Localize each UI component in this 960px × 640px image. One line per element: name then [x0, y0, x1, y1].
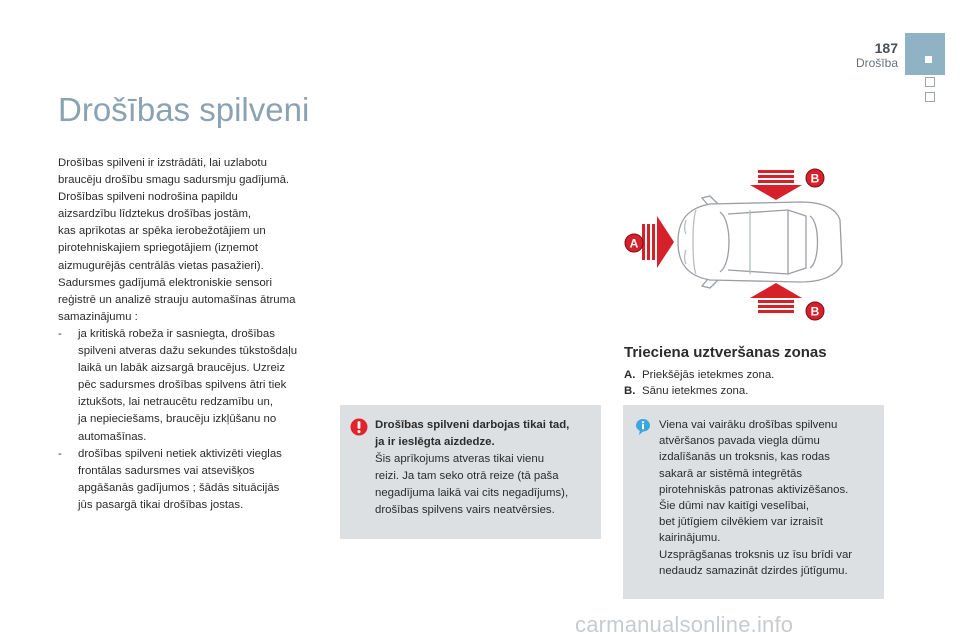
- intro-line: Drošības spilveni ir izstrādāti, lai uzlabotu: [58, 157, 267, 169]
- info-line: kairinājumu.: [659, 532, 721, 545]
- bullet-line: ja kritiskā robeža ir sasniegta, drošības: [78, 327, 275, 340]
- warning-line: negadījuma laikā vai cits negadījums),: [375, 487, 569, 499]
- front-impact-arrows: [642, 216, 674, 268]
- section-tab-empty-2: [925, 92, 935, 102]
- info-icon: [635, 418, 651, 436]
- bullet-line: automašīnas.: [78, 430, 147, 443]
- bullet-line: pēc sadursmes drošības spilvens ātri tiek: [78, 379, 287, 392]
- intro-line: Drošības spilveni nodrošina papildu: [58, 191, 238, 204]
- info-line: Uzsprāgšanas troksnis uz īsu brīdi var: [659, 548, 853, 561]
- intro-paragraph: [58, 155, 328, 326]
- bullet-text: [78, 446, 328, 514]
- warning-line: drošības spilvens vairs neatvērsies.: [375, 504, 555, 516]
- intro-line: pirotehniskajiem spriegotājiem (izņemot: [58, 242, 259, 255]
- info-line: atvēršanos pavada viegla dūmu: [659, 435, 820, 448]
- warning-line: reizi. Ja tam seko otrā reize (tā paša: [375, 470, 559, 482]
- tab-marker-icon: [925, 56, 932, 63]
- intro-line: braucēju drošību smagu sadursmju gadījumā.: [58, 174, 290, 187]
- section-tab-active: [905, 33, 945, 75]
- intro-line: samazinājumu :: [58, 310, 138, 323]
- intro-line: Sadursmes gadījumā elektroniskie sensori: [58, 276, 272, 289]
- info-line: Šie dūmi nav kaitīgi veselībai,: [659, 500, 810, 513]
- info-line: nedaudz samazināt dzirdes jūtīgumu.: [659, 564, 848, 577]
- impact-zones-figure: [600, 150, 860, 330]
- label-a: A: [629, 236, 639, 251]
- info-line: pirotehniskās patronas aktivizēšanos.: [659, 483, 849, 496]
- item-key: A.: [624, 369, 636, 381]
- info-text: [659, 417, 881, 579]
- label-b-bottom-badge: [806, 302, 824, 320]
- label-b-top-badge: [806, 169, 824, 187]
- intro-line: aizmugurējās centrālās vietas pasažieri).: [58, 259, 264, 272]
- label-a-badge: [625, 234, 643, 252]
- bullet-line: drošības spilveni netiek aktivizēti vieglas: [78, 447, 282, 460]
- side-impact-arrows-top: [750, 170, 802, 200]
- car-top-view-icon: [678, 196, 842, 288]
- info-line: sakarā ar sistēmā integrētās: [659, 467, 803, 480]
- intro-line: aizsardzību līdztekus drošības jostām,: [58, 208, 252, 221]
- bullet-line: spilveni atveras dažu sekundes tūkstošdaļu: [78, 345, 298, 358]
- info-line: izdalīšanās un troksnis, kas rodas: [659, 451, 830, 464]
- info-box: [623, 405, 884, 599]
- item-text: Sānu ietekmes zona.: [642, 385, 749, 397]
- info-line: Viena vai vairāku drošības spilvenu: [659, 419, 838, 431]
- impact-zones-title: Trieciena uztveršanas zonas: [624, 344, 827, 361]
- item-text: Priekšējās ietekmes zona.: [642, 369, 775, 381]
- intro-text: [58, 155, 328, 514]
- bullet-item: [58, 446, 328, 514]
- side-impact-arrows-bottom: [750, 283, 802, 313]
- item-key: B.: [624, 385, 636, 397]
- warning-box: [340, 405, 601, 539]
- impact-zones-list: [624, 367, 774, 399]
- watermark: carmanualsonline.info: [575, 612, 794, 637]
- warning-bold-line: Drošības spilveni darbojas tikai tad,: [375, 419, 570, 431]
- bullet-line: jūs pasargā tikai drošības jostas.: [78, 498, 244, 511]
- list-item: [624, 383, 774, 399]
- bullet-line: frontālas sadursmes vai atsevišķos: [78, 464, 255, 477]
- bullet-line: iztukšots, lai netraucētu redzamību un,: [78, 396, 274, 409]
- intro-line: reģistrē un analizē strauju automašīnas ātruma: [58, 293, 296, 306]
- info-line: bet jūtīgiem cilvēkiem var izraisīt: [659, 516, 823, 529]
- warning-line: Šis aprīkojums atveras tikai vienu: [375, 453, 545, 465]
- bullet-dash: -: [58, 447, 62, 460]
- label-b-top: B: [810, 171, 820, 186]
- label-b-bottom: B: [810, 304, 820, 319]
- warning-bold-line: ja ir ieslēgta aizdedze.: [375, 436, 495, 448]
- section-tab-empty-1: [925, 77, 935, 87]
- intro-line: kas aprīkotas ar spēka ierobežotājiem un: [58, 225, 266, 238]
- bullet-line: laikā un labāk aizsargā braucējus. Uzreiz: [78, 362, 286, 375]
- bullet-item: [58, 326, 328, 446]
- bullet-dash: -: [58, 327, 62, 340]
- section-label: Drošība: [855, 56, 898, 70]
- page-title: Drošības spilveni: [58, 91, 310, 128]
- bullet-line: ja nepieciešams, braucēju izkļūšanu no: [78, 413, 277, 426]
- warning-text: [375, 417, 595, 519]
- page-number: 187: [874, 40, 898, 56]
- bullet-text: [78, 326, 328, 446]
- bullet-line: apgāšanās gadījumos ; šādās situācijās: [78, 481, 280, 494]
- list-item: [624, 367, 774, 383]
- warning-exclamation-icon: [350, 418, 368, 436]
